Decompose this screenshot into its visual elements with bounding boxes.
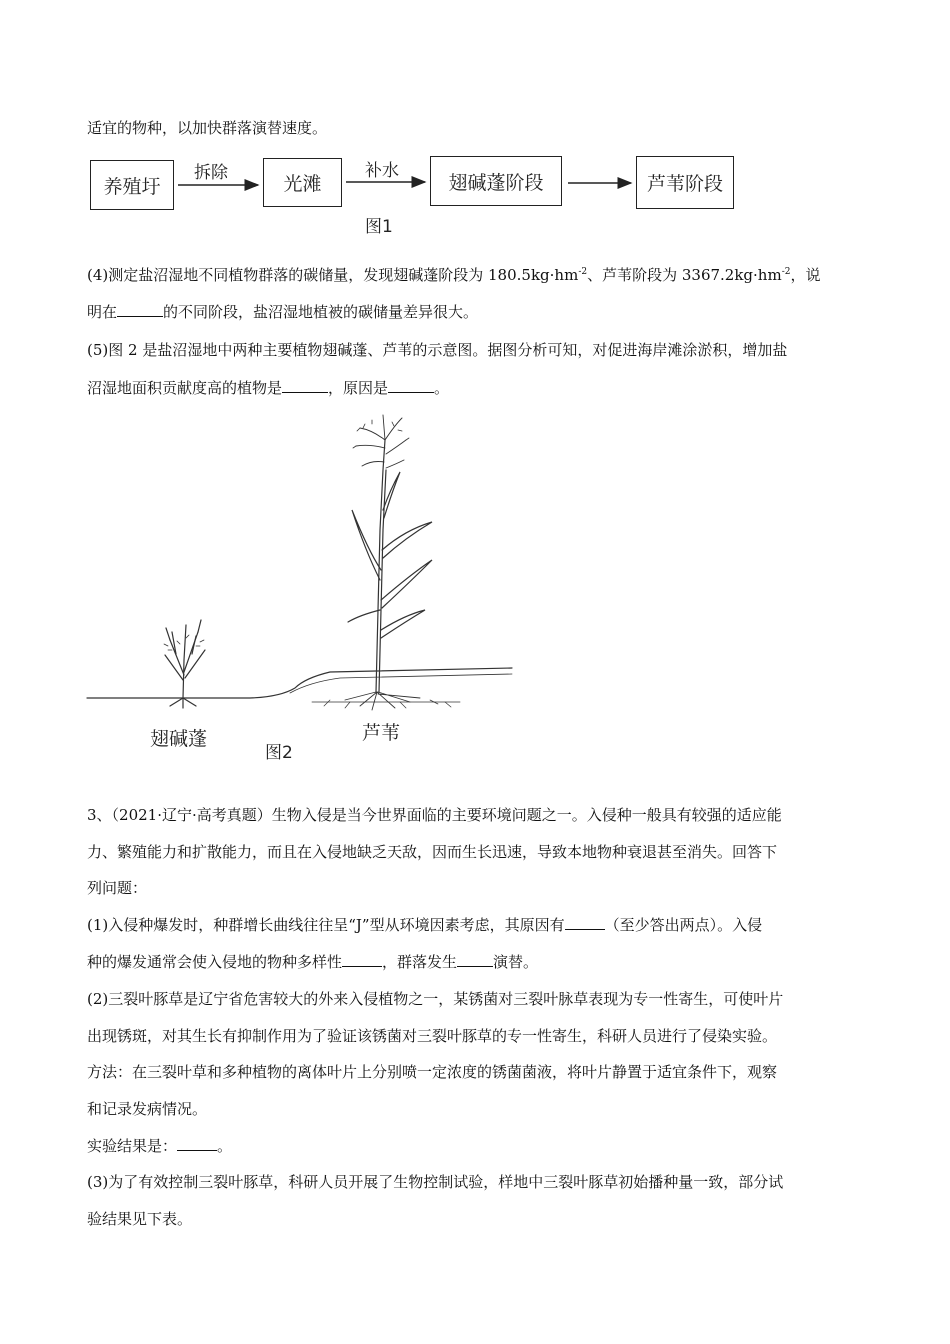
q5-line1: (5)图 2 是盐沼湿地中两种主要植物翅碱蓬、芦苇的示意图。据图分析可知，对促进海岸滩涂淤积，增加盐 bbox=[87, 341, 788, 359]
q3-p1-text-c: 种的爆发通常会使入侵地的物种多样性 bbox=[87, 953, 343, 971]
label-reed: 芦苇 bbox=[362, 722, 401, 744]
answer-blank[interactable] bbox=[117, 302, 163, 317]
suaeda-plant bbox=[164, 620, 205, 708]
q4-line2 bbox=[87, 302, 478, 322]
q3-p1-text-a: (1)入侵种爆发时，种群增长曲线往往呈“J”型从环境因素考虑，其原因有 bbox=[87, 916, 565, 934]
answer-blank[interactable] bbox=[565, 915, 605, 930]
flow-box-suaeda-stage: 翅碱蓬阶段 bbox=[430, 156, 562, 206]
q3-line3: 列问题： bbox=[87, 879, 148, 897]
q4-text-c: ，说 bbox=[790, 266, 821, 284]
q3-p2-line2: 出现锈斑，对其生长有抑制作用为了验证该锈菌对三裂叶豚草的专一性寄生，科研人员进行了侵染实验。 bbox=[87, 1027, 778, 1045]
plants-illustration bbox=[0, 410, 950, 770]
arrow-label-water: 补水 bbox=[365, 161, 399, 181]
q3-p2-text-b: 。 bbox=[217, 1137, 233, 1155]
ground-line bbox=[87, 668, 512, 698]
q5-text-c: 。 bbox=[434, 379, 450, 397]
answer-blank[interactable] bbox=[342, 952, 382, 967]
q4-line1 bbox=[87, 265, 821, 285]
q3-line2: 力、繁殖能力和扩散能力，而且在入侵地缺乏天敌，因而生长迅速，导致本地物种衰退甚至消失。回答下 bbox=[87, 843, 778, 861]
flow-box-reed-stage: 芦苇阶段 bbox=[636, 156, 734, 209]
intro-text: 适宜的物种，以加快群落演替速度。 bbox=[87, 119, 328, 137]
q3-p3-line1: (3)为了有效控制三裂叶豚草，科研人员开展了生物控制试验，样地中三裂叶豚草初始播种量一致，部分试 bbox=[87, 1173, 784, 1191]
arrow-label-remove: 拆除 bbox=[194, 163, 228, 183]
q3-p3-line2: 验结果见下表。 bbox=[87, 1210, 193, 1228]
reed-plant bbox=[312, 415, 460, 710]
q3-p2-line1: (2)三裂叶豚草是辽宁省危害较大的外来入侵植物之一，某锈菌对三裂叶脉草表现为专一性寄生，可使叶片 bbox=[87, 990, 784, 1008]
flow-box-bare-flat: 光滩 bbox=[263, 158, 342, 207]
q5-line2 bbox=[87, 378, 449, 398]
q3-p1-line2 bbox=[87, 952, 538, 972]
q3-p2-line5 bbox=[87, 1136, 232, 1156]
flow-arrows bbox=[0, 0, 950, 240]
q4-text-b: 、芦苇阶段为 3367.2kg·hm bbox=[587, 266, 782, 284]
flow-box-farming-pond: 养殖圩 bbox=[90, 160, 174, 210]
q4-text-a: (4)测定盐沼湿地不同植物群落的碳储量，发现翅碱蓬阶段为 180.5kg·hm bbox=[87, 266, 579, 284]
q5-text-a: 沼湿地面积贡献度高的植物是 bbox=[87, 379, 283, 397]
q4-text-d: 明在 bbox=[87, 303, 118, 321]
figure1-caption: 图1 bbox=[365, 217, 393, 237]
ground-slope bbox=[290, 674, 512, 693]
q3-p1-line1 bbox=[87, 915, 762, 935]
q3-p1-text-d: ，群落发生 bbox=[382, 953, 458, 971]
q4-exp-b: -2 bbox=[781, 267, 791, 277]
q3-p1-text-b: （至少答出两点）。入侵 bbox=[604, 916, 763, 934]
q4-exp-a: -2 bbox=[578, 267, 588, 277]
q3-p1-text-e: 演替。 bbox=[493, 953, 539, 971]
answer-blank[interactable] bbox=[388, 378, 434, 393]
figure2-caption: 图2 bbox=[265, 743, 293, 763]
q3-p2-text-a: 实验结果是： bbox=[87, 1137, 178, 1155]
label-suaeda: 翅碱蓬 bbox=[150, 728, 208, 750]
answer-blank[interactable] bbox=[457, 952, 493, 967]
q3-p2-line4: 和记录发病情况。 bbox=[87, 1100, 208, 1118]
answer-blank[interactable] bbox=[177, 1136, 217, 1151]
answer-blank[interactable] bbox=[282, 378, 328, 393]
q3-p2-line3: 方法：在三裂叶草和多种植物的离体叶片上分别喷一定浓度的锈菌菌液，将叶片静置于适宜条件下，观察 bbox=[87, 1063, 778, 1081]
q5-text-b: ，原因是 bbox=[328, 379, 389, 397]
q4-text-e: 的不同阶段，盐沼湿地植被的碳储量差异很大。 bbox=[163, 303, 479, 321]
q3-line1: 3、（2021·辽宁·高考真题）生物入侵是当今世界面临的主要环境问题之一。入侵种一般具有较强的适应能 bbox=[87, 806, 782, 824]
